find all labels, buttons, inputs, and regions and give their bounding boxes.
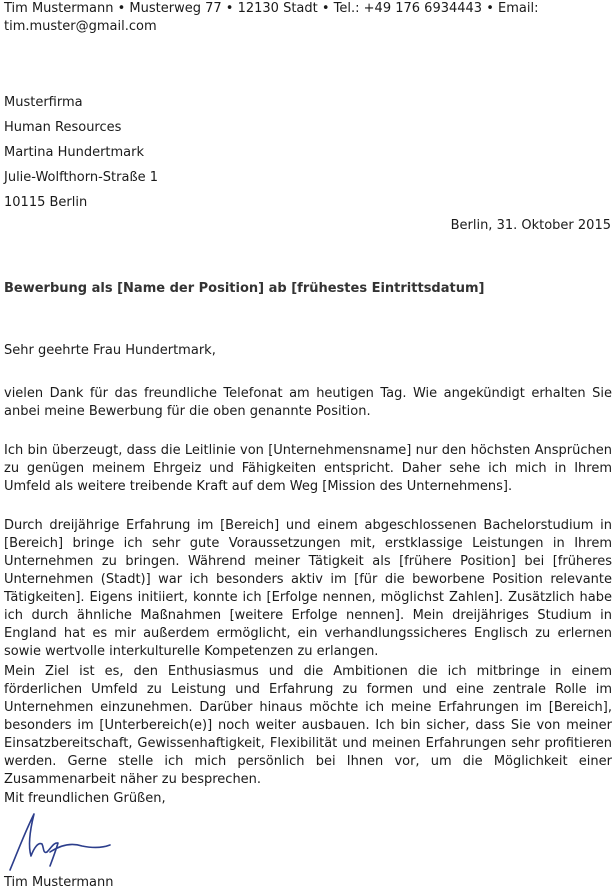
recipient-company: Musterfirma [4,95,83,110]
salutation: Sehr geehrte Frau Hundertmark, [4,343,216,358]
body-paragraph: Mein Ziel ist es, den Enthusiasmus und die Ambitionen die ich mitbringe in einem förderlichen Umfeld zu Leistung und Erfahrung zu formen und eine zentrale Rolle im Unternehmen einzunehmen. Darüber hinaus möchte ich meine Erfahrungen im [Bereich], besonders im [Unterbereich(e)] noch weiter ausbauen. Ich bin sicher, dass Sie von meiner Einsatzbereitschaft, Gewissenhaftigkeit, Flexibilität und meinen Erfahrungen sehr profitieren werden. Gerne stelle ich mich persönlich bei Ihnen vor, um die Möglichkeit einer Zusammenarbeit näher zu besprechen. [4,664,612,787]
recipient-street: Julie-Wolfthorn-Straße 1 [4,170,159,185]
closing-phrase: Mit freundlichen Grüßen, [4,791,166,806]
sender-header: Tim Mustermann • Musterweg 77 • 12130 Stadt • Tel.: +49 176 6934443 • Email: tim.muster@gmail.com [4,1,539,34]
recipient-person: Martina Hundertmark [4,145,145,160]
letter-date: Berlin, 31. Oktober 2015 [450,218,611,233]
body-paragraph: Ich bin überzeugt, dass die Leitlinie von [Unternehmensname] nur den höchsten Ansprüchen zu genügen meinem Ehrgeiz und Fähigkeiten entspricht. Daher sehe ich mich in Ihrem Umfeld als weitere treibende Kraft auf dem Weg [Mission des Unternehmens]. [4,443,612,494]
recipient-address [4,90,158,215]
body-paragraph: vielen Dank für das freundliche Telefonat am heutigen Tag. Wie angekündigt erhalten Sie anbei meine Bewerbung für die oben genannte Position. [4,386,612,419]
signature-name: Tim Mustermann [4,875,114,890]
recipient-department: Human Resources [4,120,122,135]
recipient-city: 10115 Berlin [4,195,88,210]
letter-subject: Bewerbung als [Name der Position] ab [frühestes Eintrittsdatum] [4,281,485,296]
body-paragraph: Durch dreijährige Erfahrung im [Bereich] und einem abgeschlossenen Bachelorstudium in [Bereich] bringe ich sehr gute Voraussetzungen mit, erstklassige Leistungen in Ihrem Unternehmen zu bringen. Während meiner Tätigkeit als [frühere Position] bei [früheres Unternehmen (Stadt)] war ich besonders aktiv im [für die beworbene Position relevante Tätigkeiten]. Eigens initiiert, konnte ich [Erfolge nennen, möglichst Zahlen]. Zusätzlich habe ich durch ähnliche Maßnahmen [weitere Erfolge nennen]. Mein dreijähriges Studium in England hat es mir außerdem ermöglicht, ein verhandlungssicheres Englisch zu erlernen sowie wertvolle interkulturelle Kompetenzen zu erlangen. [4,518,612,659]
handwritten-signature [4,812,114,874]
